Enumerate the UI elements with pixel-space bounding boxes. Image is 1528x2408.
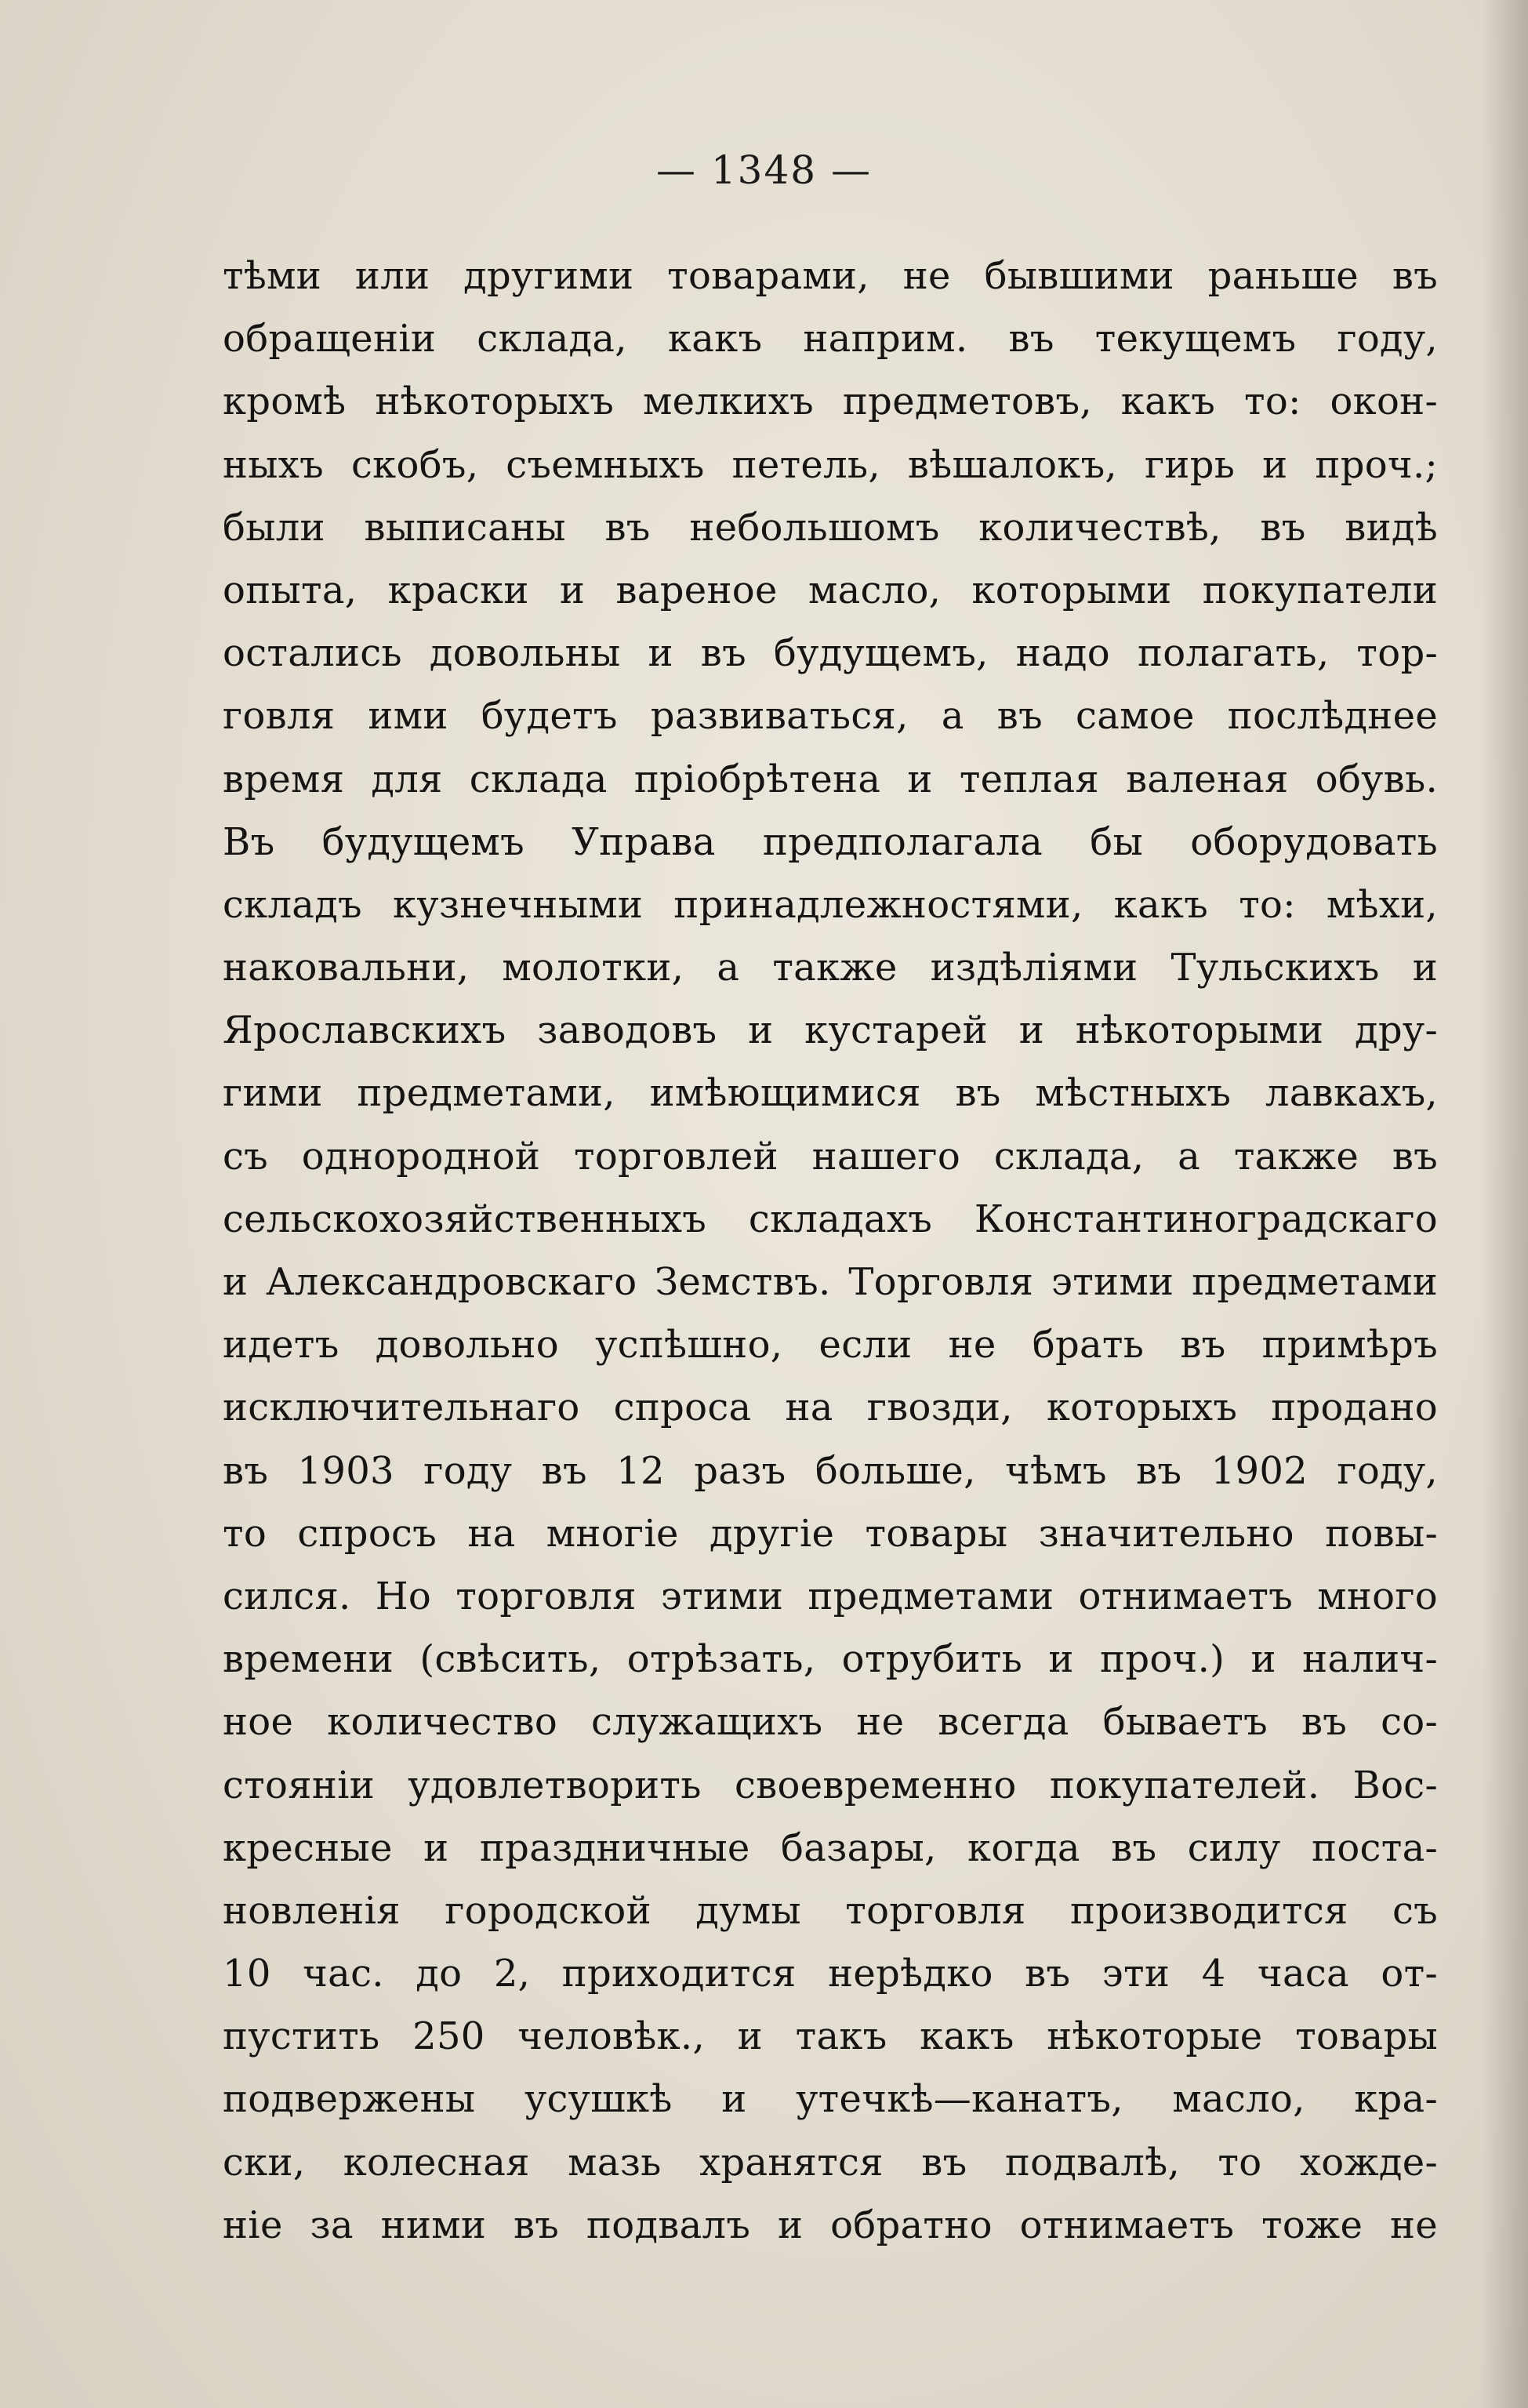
text-line: 10 час. до 2, приходится нерѣдко въ эти 4 часа от- [223, 1952, 1438, 1996]
text-line: остались довольны и въ будущемъ, надо полагать, тор- [223, 631, 1438, 676]
text-line: время для склада пріобрѣтена и теплая валеная обувь. [223, 757, 1438, 801]
text-line: кромѣ нѣкоторыхъ мелкихъ предметовъ, какъ то: окон- [223, 380, 1438, 424]
text-line: времени (свѣсить, отрѣзать, отрубить и проч.) и налич- [223, 1637, 1438, 1682]
text-line: то спросъ на многіе другіе товары значительно повы- [223, 1511, 1438, 1556]
text-line: новленія городской думы торговля производится съ [223, 1888, 1438, 1933]
text-line: говля ими будетъ развиваться, а въ самое послѣднее [223, 694, 1438, 739]
text-line: въ 1903 году въ 12 разъ больше, чѣмъ въ 1902 году, [223, 1448, 1438, 1493]
text-line: Ярославскихъ заводовъ и кустарей и нѣкоторыми дру- [223, 1008, 1438, 1053]
text-line: пустить 250 человѣк., и такъ какъ нѣкоторые товары [223, 2014, 1438, 2059]
text-line: были выписаны въ небольшомъ количествѣ, въ видѣ [223, 505, 1438, 550]
page-number: — 1348 — [655, 147, 873, 193]
text-line: Въ будущемъ Управа предполагала бы оборудовать [223, 819, 1438, 864]
text-line: наковальни, молотки, а также издѣліями Тульскихъ и [223, 946, 1438, 990]
text-line: подвержены усушкѣ и утечкѣ—канатъ, масло, кра- [223, 2077, 1438, 2122]
text-line: ное количество служащихъ не всегда бываетъ въ со- [223, 1700, 1438, 1745]
text-line: обращеніи склада, какъ наприм. въ текущемъ году, [223, 317, 1438, 361]
text-line: съ однородной торговлей нашего склада, а также въ [223, 1134, 1438, 1179]
text-line: и Александровскаго Земствъ. Торговля этими предметами [223, 1260, 1438, 1304]
text-line: гими предметами, имѣющимися въ мѣстныхъ лавкахъ, [223, 1071, 1438, 1116]
page-edge-shadow [1481, 0, 1528, 2408]
text-line: стояніи удовлетворить своевременно покупателей. Вос- [223, 1763, 1438, 1807]
text-line: опыта, краски и вареное масло, которыми покупатели [223, 568, 1438, 612]
text-line: ски, колесная мазь хранятся въ подвалѣ, то хожде- [223, 2140, 1438, 2185]
text-line: идетъ довольно успѣшно, если не брать въ примѣръ [223, 1323, 1438, 1367]
text-line: исключительнаго спроса на гвозди, которыхъ продано [223, 1386, 1438, 1430]
text-line: кресные и праздничные базары, когда въ силу поста- [223, 1825, 1438, 1870]
text-line: ніе за ними въ подвалъ и обратно отнимаетъ тоже не [223, 2203, 1438, 2247]
text-line: ныхъ скобъ, съемныхъ петель, вѣшалокъ, гирь и проч.; [223, 442, 1438, 487]
text-line: сельскохозяйственныхъ складахъ Константиноградскаго [223, 1197, 1438, 1241]
text-line: складъ кузнечными принадлежностями, какъ то: мѣхи, [223, 882, 1438, 927]
text-line: тѣми или другими товарами, не бывшими раньше въ [223, 254, 1438, 298]
body-text [223, 245, 1438, 2257]
text-line: сился. Но торговля этими предметами отнимаетъ много [223, 1574, 1438, 1618]
